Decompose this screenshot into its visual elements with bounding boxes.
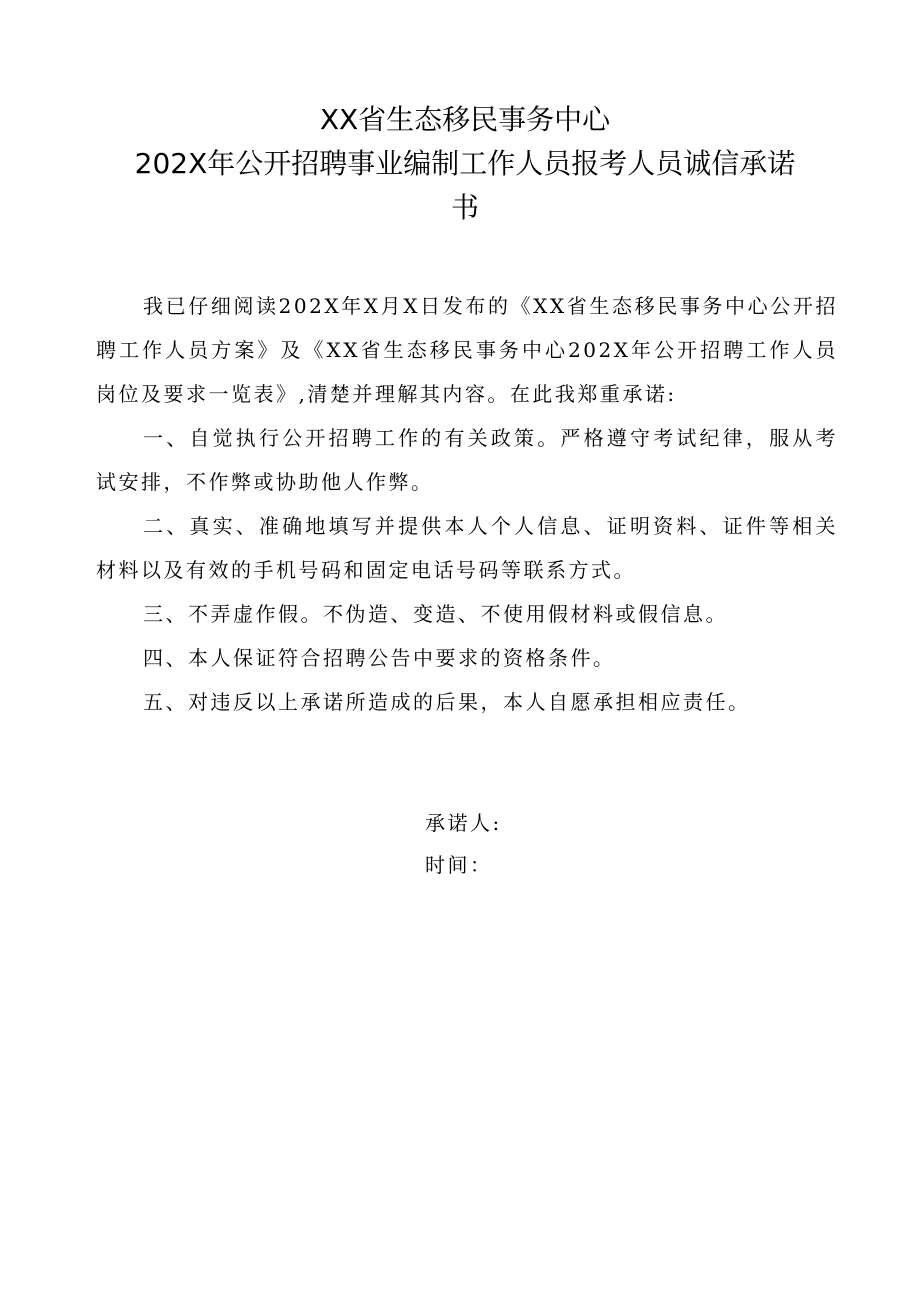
signature-block [425, 802, 502, 886]
intro-paragraph: 我已仔细阅读202X年X月X日发布的《XX省生态移民事务中心公开招聘工作人员方案》及《XX省生态移民事务中心202X年公开招聘工作人员岗位及要求一览表》,清楚并理解其内容。在此我郑重承诺: [96, 294, 838, 406]
document-title [96, 98, 834, 230]
title-line-1: XX省生态移民事务中心 [319, 103, 611, 136]
document-body [96, 284, 838, 724]
promise-item-1: 一、自觉执行公开招聘工作的有关政策。严格遵守考试纪律，服从考试安排，不作弊或协助他人作弊。 [96, 426, 838, 494]
title-line-3: 书 [450, 191, 479, 224]
title-line-2: 202X年公开招聘事业编制工作人员报考人员诚信承诺 [134, 147, 796, 180]
promise-item-5: 五、对违反以上承诺所造成的后果，本人自愿承担相应责任。 [143, 690, 751, 714]
promisor-label: 承诺人: [425, 811, 502, 835]
promise-item-2: 二、真实、准确地填写并提供本人个人信息、证明资料、证件等相关材料以及有效的手机号码和固定电话号码等联系方式。 [96, 514, 838, 582]
time-label: 时间： [425, 853, 493, 877]
promise-item-3: 三、不弄虚作假。不伪造、变造、不使用假材料或假信息。 [143, 602, 728, 626]
promise-item-4: 四、本人保证符合招聘公告中要求的资格条件。 [143, 646, 616, 670]
